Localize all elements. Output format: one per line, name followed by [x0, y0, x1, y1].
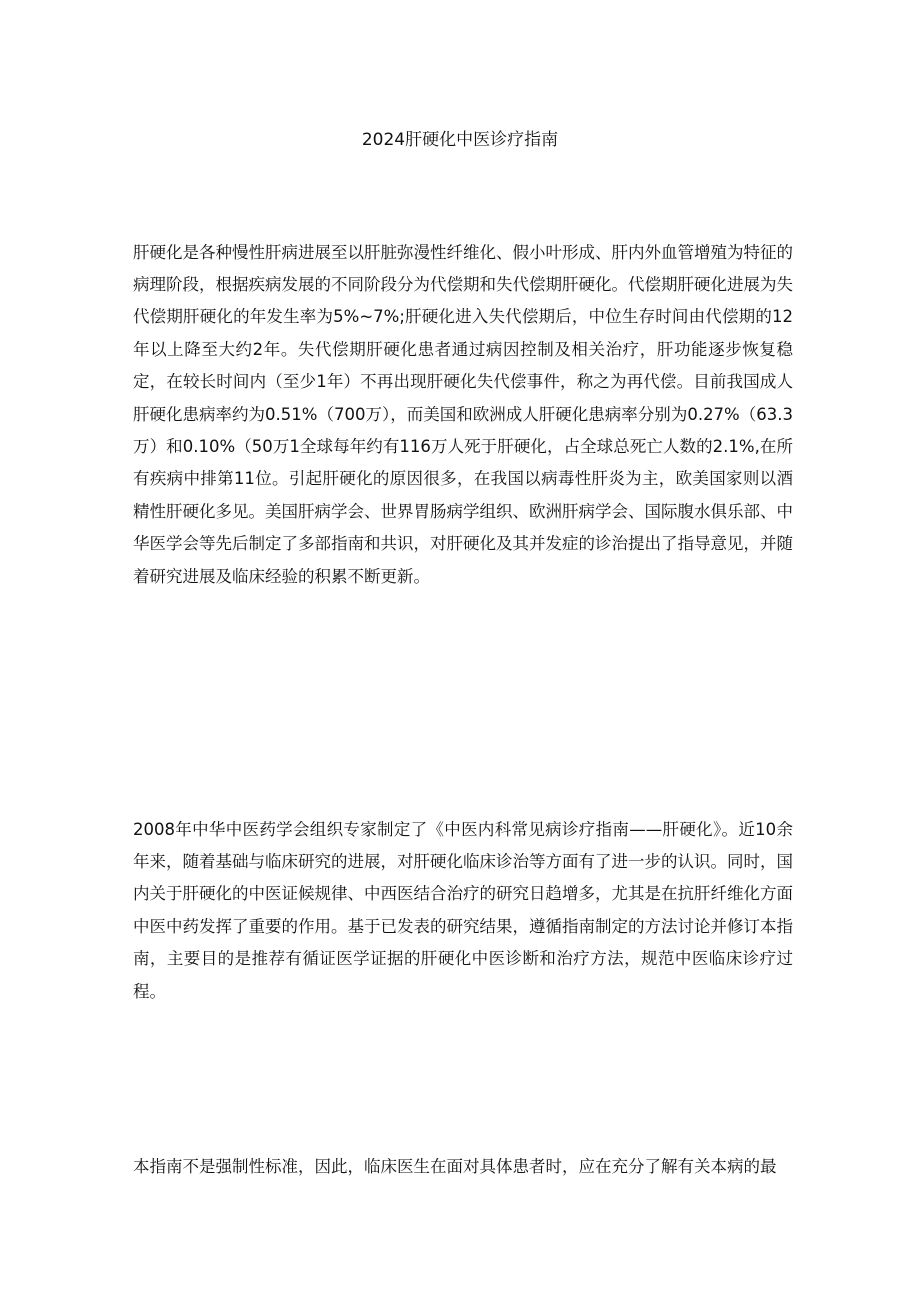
document-title: 2024肝硬化中医诊疗指南 [361, 130, 559, 150]
paragraph-notice: 本指南不是强制性标准，因此，临床医生在面对具体患者时，应在充分了解有关本病的最 [133, 1156, 777, 1176]
paragraph-background: 2008年中华中医药学会组织专家制定了《中医内科常见病诊疗指南——肝硬化》。近10余年来，随着基础与临床研究的进展，对肝硬化临床诊治等方面有了进一步的认识。同时，国内关于肝硬化的中医证候规律、中西医结合治疗的研究日趋增多，尤其是在抗肝纤维化方面中医中药发挥了重要的作用。基于已发表的研究结果，遵循指南制定的方法讨论并修订本指南，主要目的是推荐有循证医学证据的肝硬化中医诊断和治疗方法，规范中医临床诊疗过程。 [133, 819, 793, 1001]
paragraph-intro: 肝硬化是各种慢性肝病进展至以肝脏弥漫性纤维化、假小叶形成、肝内外血管增殖为特征的病理阶段，根据疾病发展的不同阶段分为代偿期和失代偿期肝硬化。代偿期肝硬化进展为失代偿期肝硬化的年发生率为5%~7%;肝硬化进入失代偿期后，中位生存时间由代偿期的12年以上降至大约2年。失代偿期肝硬化患者通过病因控制及相关治疗，肝功能逐步恢复稳定，在较长时间内（至少1年）不再出现肝硬化失代偿事件，称之为再代偿。目前我国成人肝硬化患病率约为0.51%（700万），而美国和欧洲成人肝硬化患病率分别为0.27%（63.3万）和0.10%（50万1全球每年约有116万人死于肝硬化，占全球总死亡人数的2.1%,在所有疾病中排第11位。引起肝硬化的原因很多，在我国以病毒性肝炎为主，欧美国家则以酒精性肝硬化多见。美国肝病学会、世界胃肠病学组织、欧洲肝病学会、国际腹水俱乐部、中华医学会等先后制定了多部指南和共识，对肝硬化及其并发症的诊治提出了指导意见，并随着研究进展及临床经验的积累不断更新。 [133, 242, 793, 586]
